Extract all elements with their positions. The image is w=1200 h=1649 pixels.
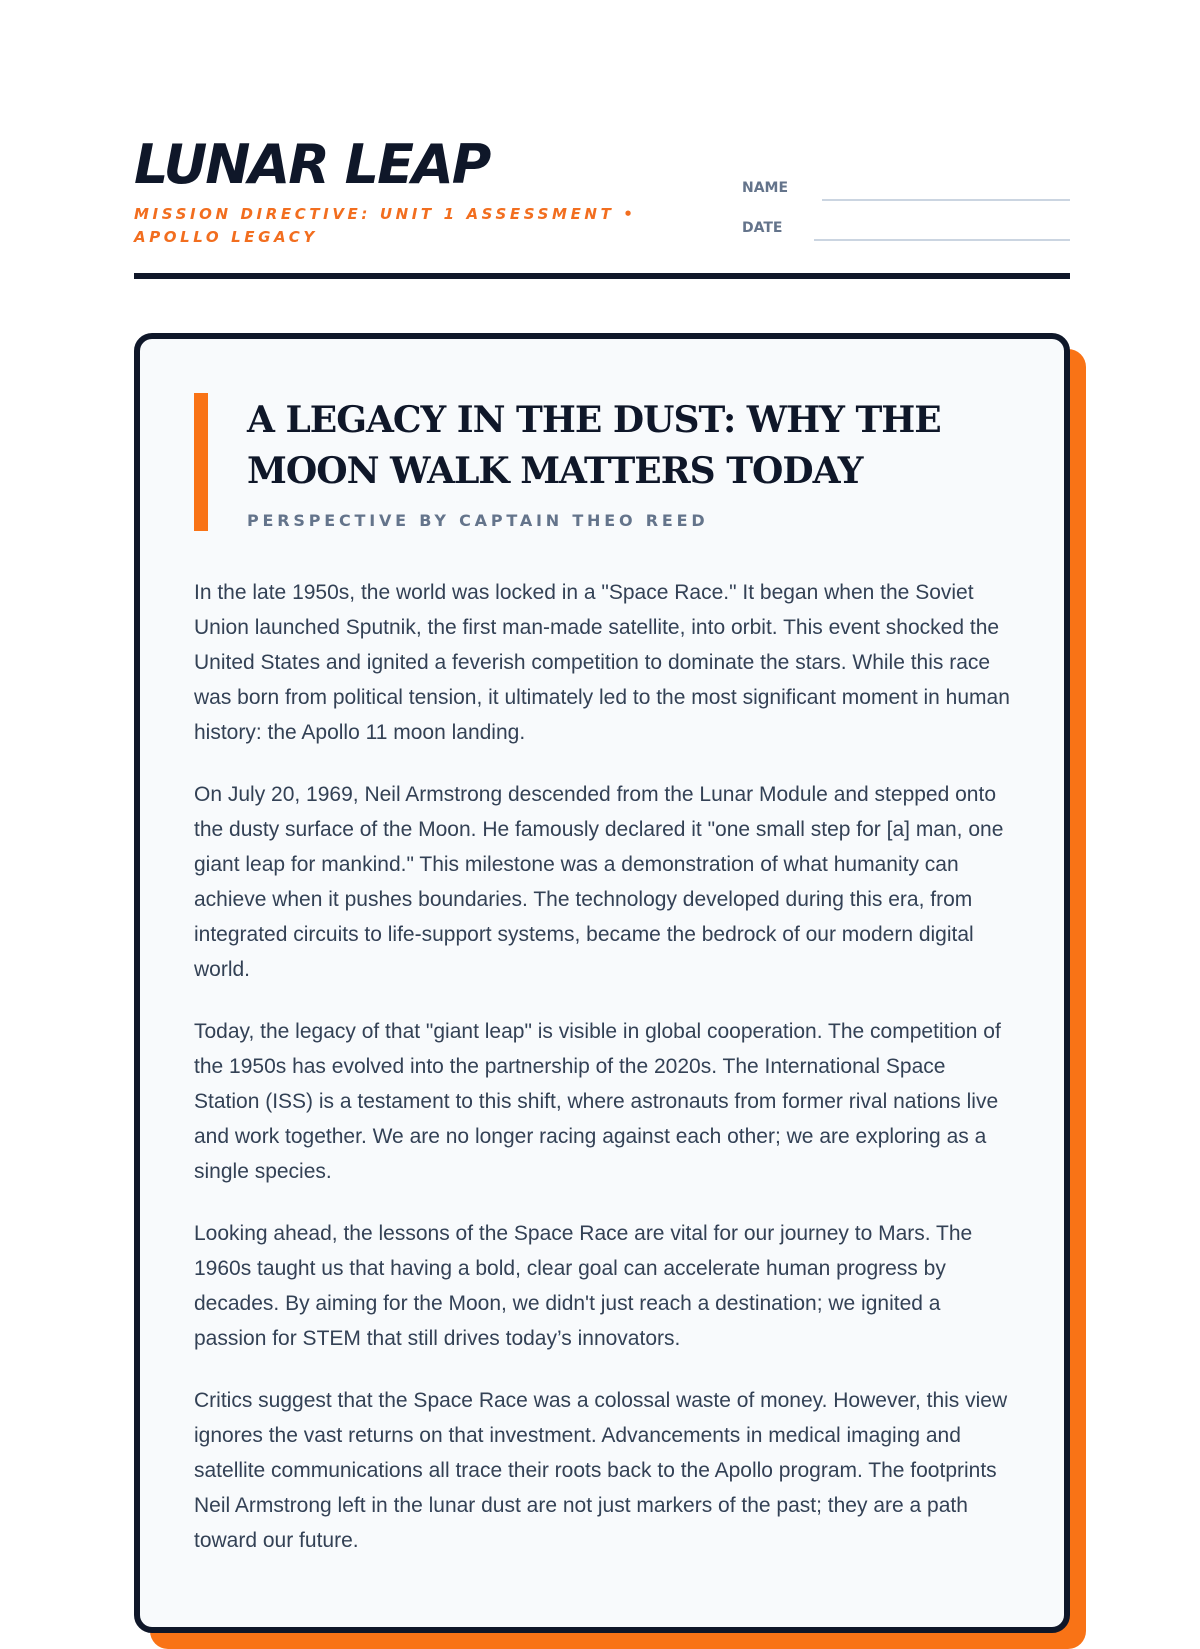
article-title: A LEGACY IN THE DUST: WHY THE MOON WALK MATTERS TODAY (247, 399, 941, 492)
article-card (134, 333, 1070, 1633)
brand-subtitle: MISSION DIRECTIVE: UNIT 1 ASSESSMENT • APOLLO LEGACY (134, 205, 637, 246)
paragraph-5: Critics suggest that the Space Race was a colossal waste of money. However, this view ignores the vast returns on that investment. Advancements in medical imaging and satellite communications all trace their roots back to the Apollo program. The footprints Neil Armstrong left in the lunar dust are not just markers of the past; they are a path toward our future. (194, 1389, 1008, 1552)
paragraph-2: On July 20, 1969, Neil Armstrong descended from the Lunar Module and stepped onto the dusty surface of the Moon. He famously declared it "one small step for [a] man, one giant leap for mankind." This milestone was a demonstration of what humanity can achieve when it pushes boundaries. The technology developed during this era, from integrated circuits to life-support systems, became the bedrock of our modern digital world. (194, 783, 1004, 981)
name-field (742, 178, 1070, 198)
date-field (742, 218, 1070, 238)
date-input-line[interactable] (814, 239, 1070, 241)
article-byline: PERSPECTIVE BY CAPTAIN THEO REED (247, 511, 709, 530)
article-body (194, 575, 1010, 1585)
date-label: DATE (742, 220, 783, 236)
header-divider (134, 273, 1070, 279)
paragraph-1: In the late 1950s, the world was locked in a "Space Race." It began when the Soviet Union launched Sputnik, the first man-made satellite, into orbit. This event shocked the United States and ignited a feverish competition to dominate the stars. While this race was born from political tension, it ultimately led to the most significant moment in human history: the Apollo 11 moon landing. (194, 581, 1010, 744)
worksheet-header (134, 134, 1070, 268)
brand-title: LUNAR LEAP (134, 133, 490, 196)
title-accent-bar (194, 393, 208, 531)
paragraph-4: Looking ahead, the lessons of the Space Race are vital for our journey to Mars. The 1960s taught us that having a bold, clear goal can accelerate human progress by decades. By aiming for the Moon, we didn't just reach a destination; we ignited a passion for STEM that still drives today’s innovators. (194, 1222, 973, 1350)
paragraph-3: Today, the legacy of that "giant leap" is visible in global cooperation. The competition of the 1950s has evolved into the partnership of the 2020s. The International Space Station (ISS) is a testament to this shift, where astronauts from former rival nations live and work together. We are no longer racing against each other; we are exploring as a single species. (194, 1020, 1001, 1183)
name-input-line[interactable] (822, 199, 1070, 201)
name-label: NAME (742, 180, 789, 196)
